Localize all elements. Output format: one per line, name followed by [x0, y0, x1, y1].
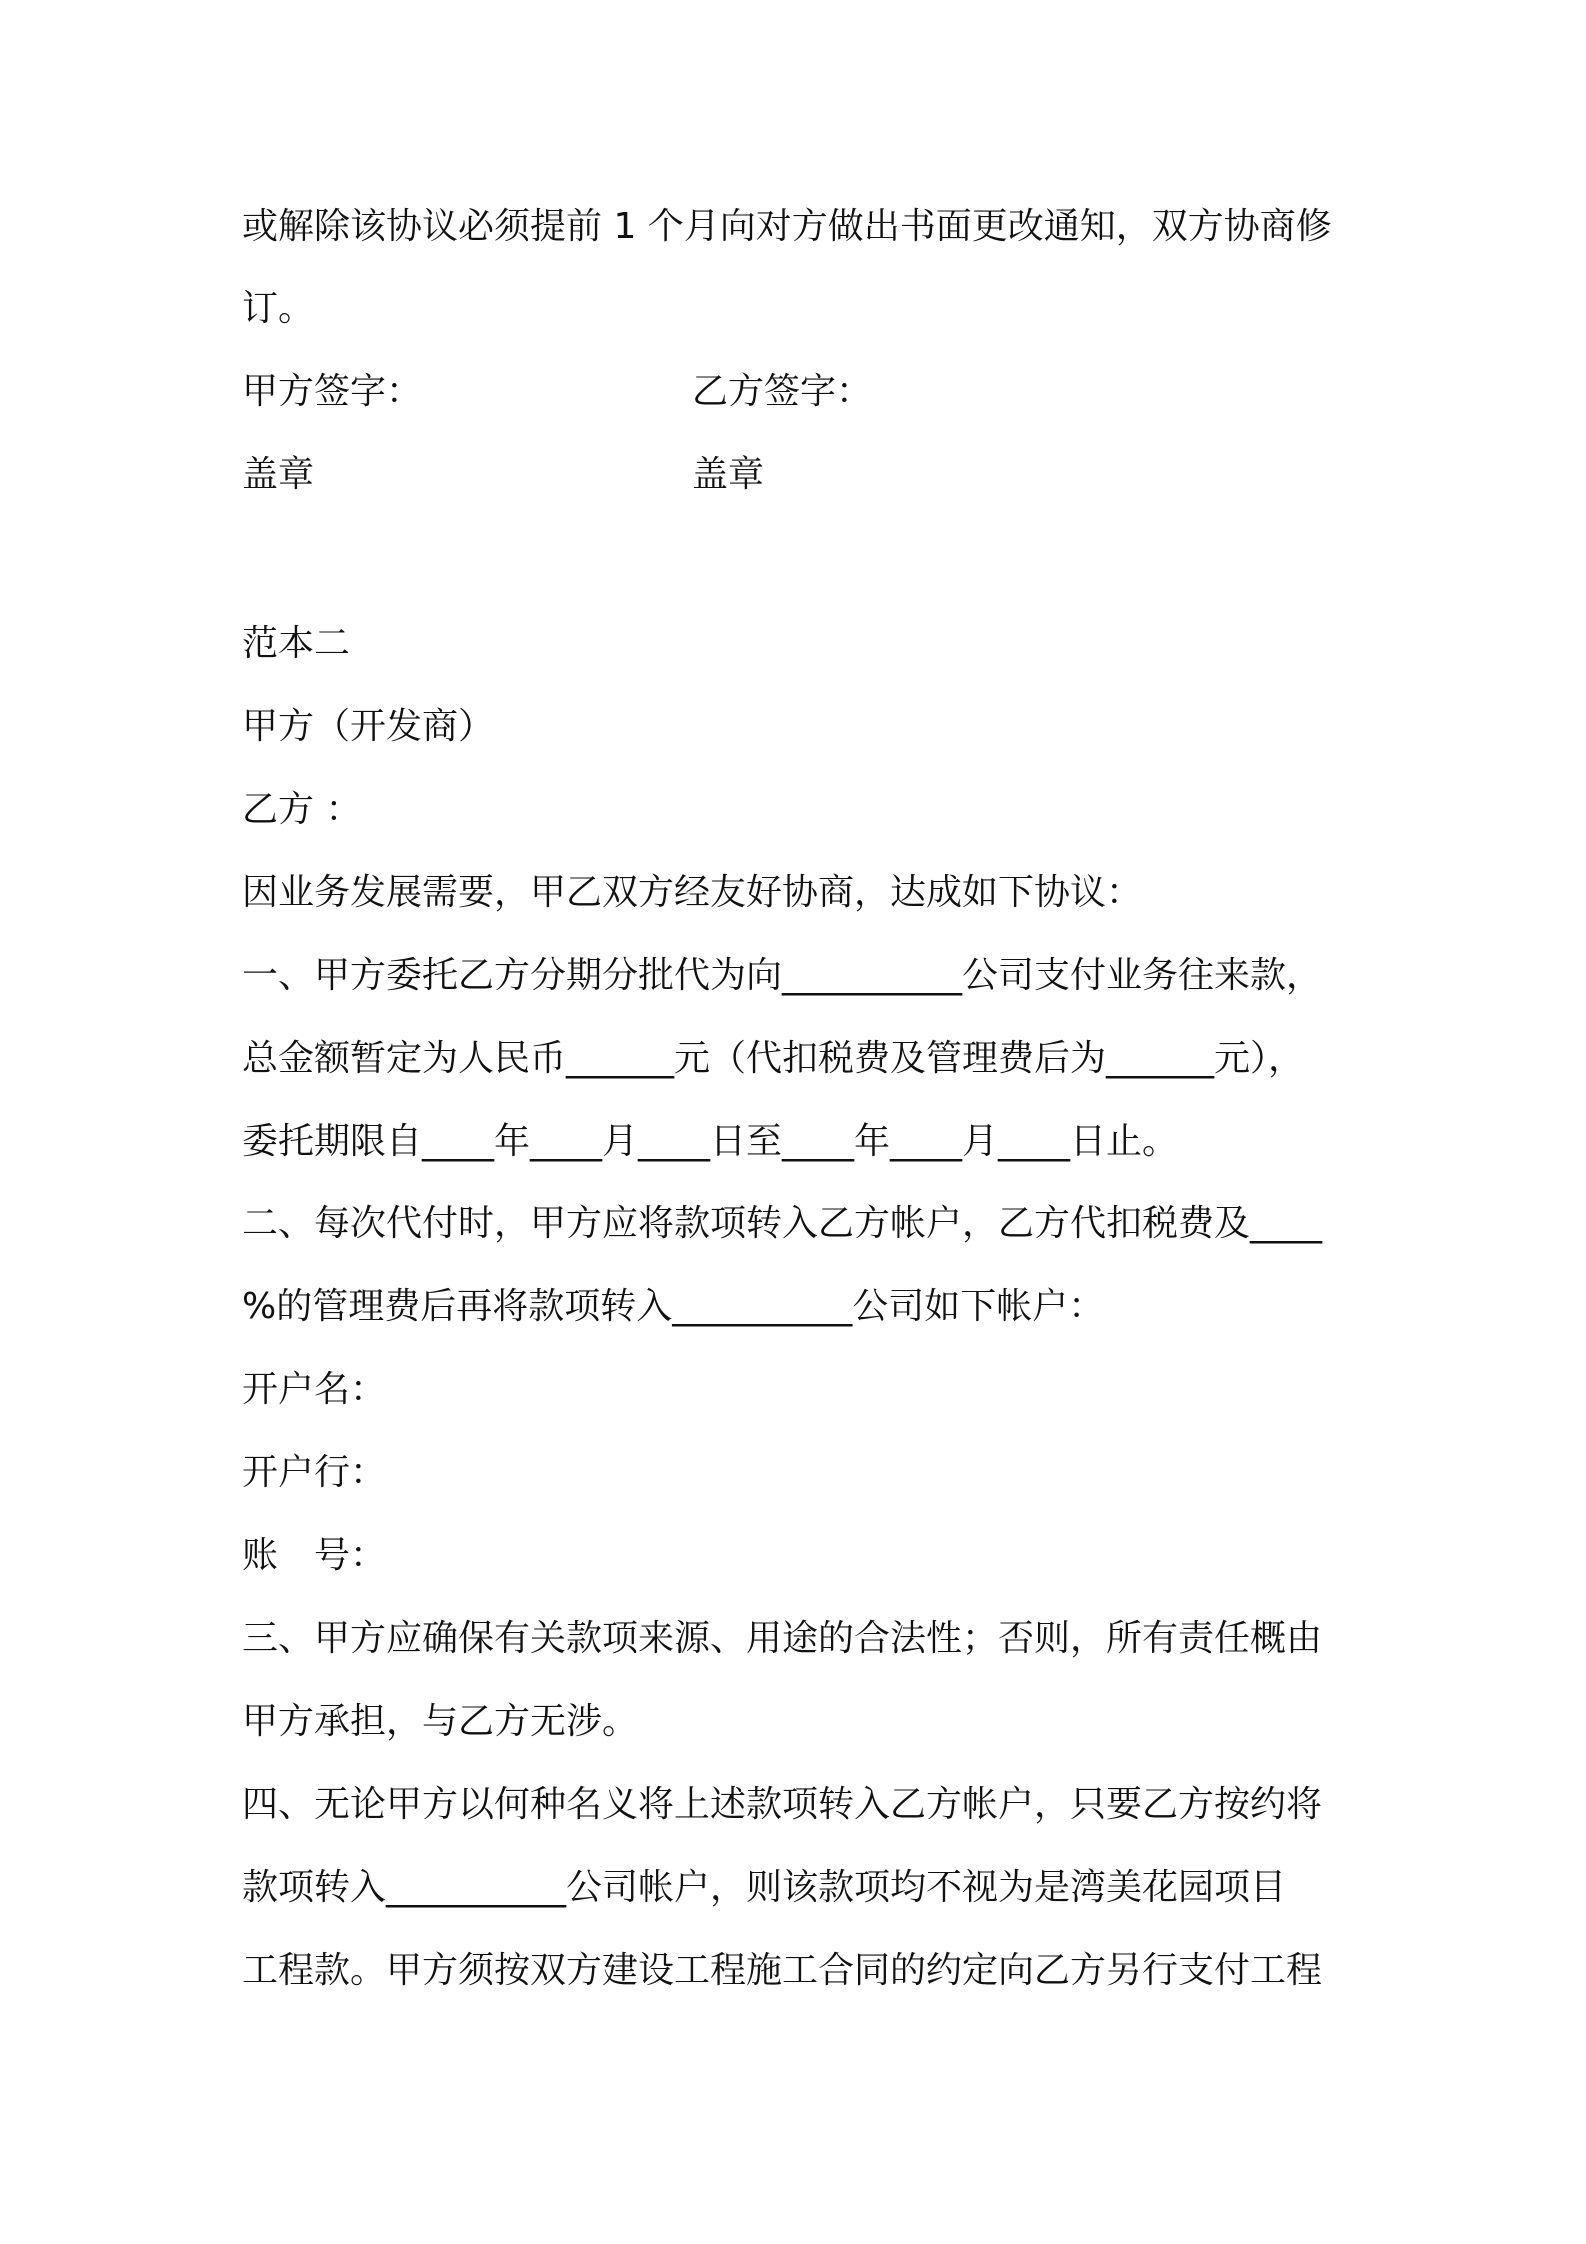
clause-2-line-1: 二、每次代付时，甲方应将款项转入乙方帐户，乙方代扣税费及____ [242, 1203, 1323, 1244]
clause-3-line-1: 三、甲方应确保有关款项来源、用途的合法性；否则，所有责任概由 [242, 1618, 1323, 1659]
continuation-line-1: 或解除该协议必须提前 1 个月向对方做出书面更改通知，双方协商修 [242, 206, 1332, 247]
clause-2-line-2: %的管理费后再将款项转入__________公司如下帐户： [242, 1286, 1105, 1327]
account-name-label: 开户名： [242, 1369, 387, 1410]
party-b-line: 乙方 ： [242, 789, 362, 830]
clause-1-line-1: 一、甲方委托乙方分期分批代为向__________公司支付业务往来款， [242, 955, 1323, 996]
intro-paragraph: 因业务发展需要，甲乙双方经友好协商，达成如下协议： [242, 872, 1143, 913]
clause-4-line-1: 四、无论甲方以何种名义将上述款项转入乙方帐户，只要乙方按约将 [242, 1784, 1323, 1825]
clause-3-line-2: 甲方承担，与乙方无涉。 [242, 1701, 639, 1742]
clause-4-line-3: 工程款。甲方须按双方建设工程施工合同的约定向乙方另行支付工程 [242, 1950, 1323, 1991]
account-bank-label: 开户行： [242, 1452, 387, 1493]
party-a-seal-label: 盖章 [242, 454, 315, 495]
clause-1-line-2: 总金额暂定为人民币______元（代扣税费及管理费后为______元）， [242, 1038, 1305, 1079]
party-a-line: 甲方（开发商） [242, 706, 495, 747]
section-heading: 范本二 [242, 623, 351, 664]
signature-row [242, 368, 1342, 416]
clause-4-line-2: 款项转入__________公司帐户，则该款项均不视为是湾美花园项目 [242, 1867, 1287, 1908]
seal-row [242, 451, 1342, 499]
party-b-seal-label: 盖章 [692, 454, 765, 495]
party-a-signature-label: 甲方签字： [242, 371, 423, 412]
continuation-line-2: 订。 [242, 288, 315, 329]
party-b-signature-label: 乙方签字： [692, 371, 873, 412]
clause-1-line-3: 委托期限自____年____月____日至____年____月____日止。 [242, 1121, 1179, 1162]
account-number-label: 账 号： [242, 1535, 387, 1576]
